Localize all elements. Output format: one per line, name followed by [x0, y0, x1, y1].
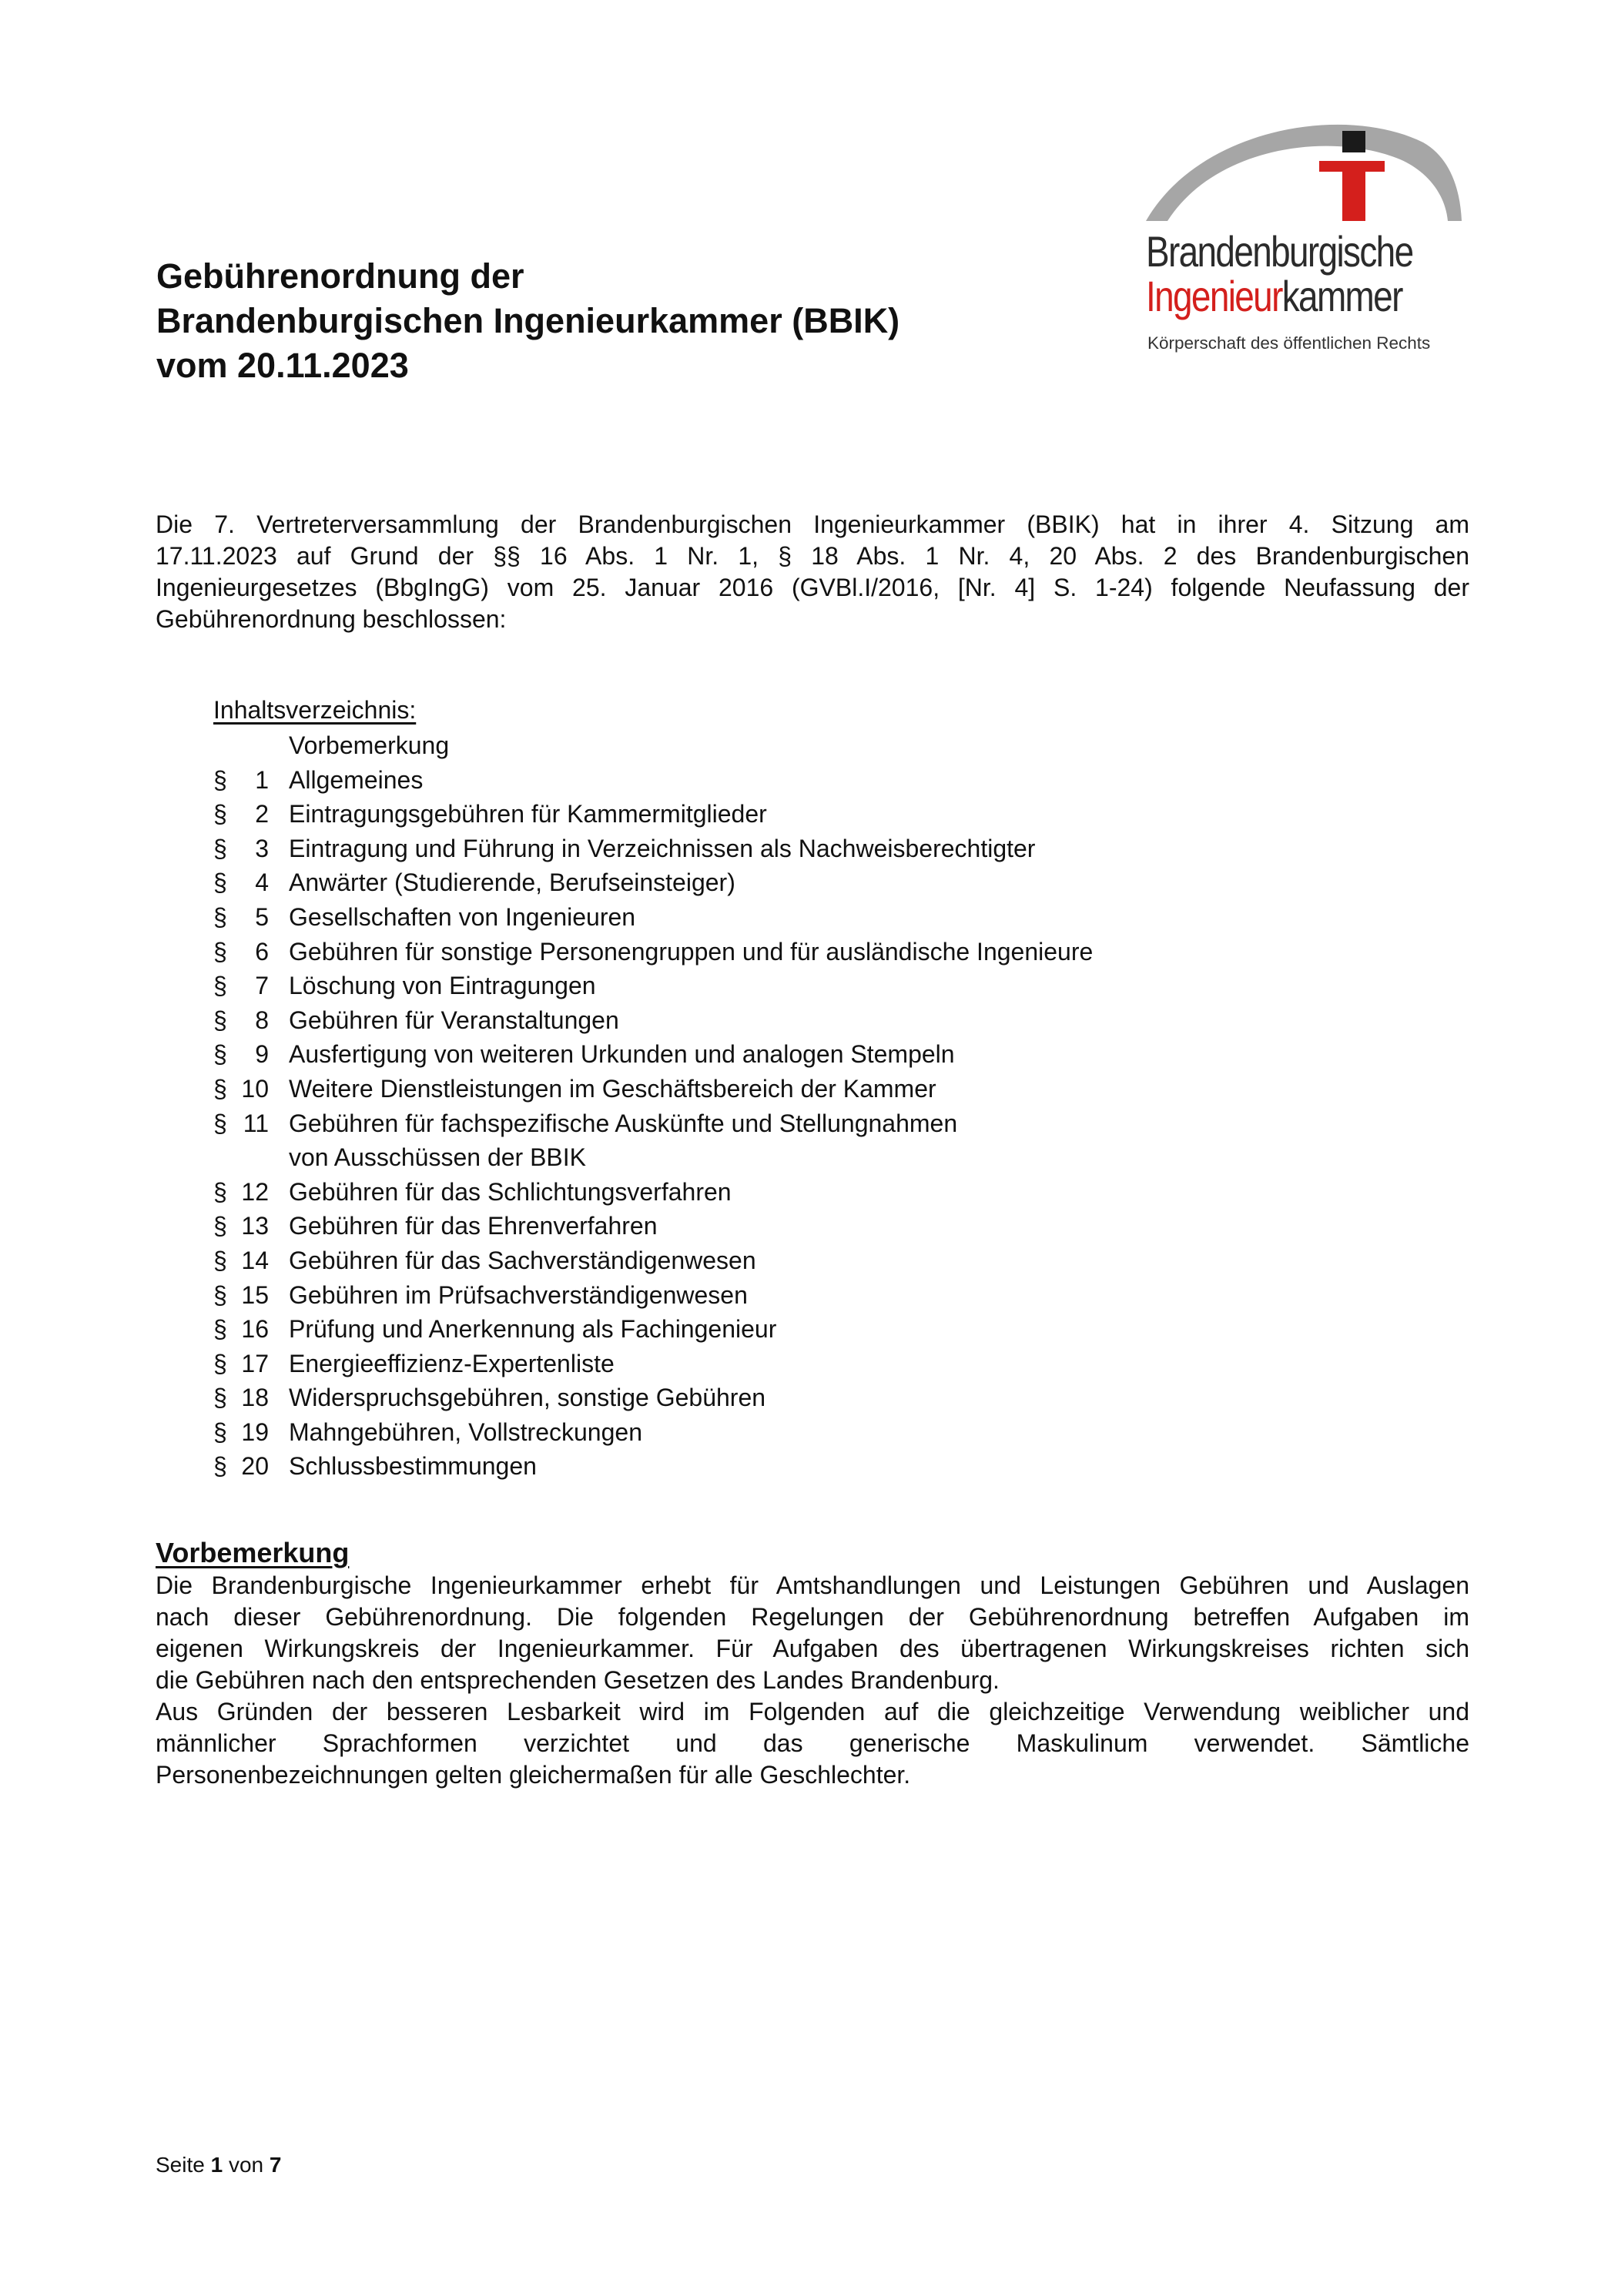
logo-name-line1: Brandenburgische: [1146, 227, 1413, 276]
toc-title: Löschung von Eintragungen: [289, 972, 596, 1000]
logo-name-line2: [1146, 273, 1402, 320]
toc-title: Widerspruchsgebühren, sonstige Gebühren: [289, 1384, 766, 1412]
footer-prefix: Seite: [156, 2153, 205, 2177]
toc-section-sign: §: [213, 1349, 227, 1377]
preamble-paragraph: [156, 509, 1469, 635]
toc-section-sign: §: [213, 972, 227, 1000]
toc-number: 9: [255, 1040, 269, 1069]
toc-number: 16: [241, 1315, 269, 1344]
section-heading-vorbemerkung: Vorbemerkung: [156, 1537, 350, 1568]
toc-title: Vorbemerkung: [289, 731, 450, 759]
toc-title: Gebühren für sonstige Personengruppen und für ausländische Ingenieure: [289, 937, 1094, 966]
toc-number: 4: [255, 869, 269, 897]
toc-entry: [213, 938, 1291, 972]
toc-title: Gesellschaften von Ingenieuren: [289, 902, 636, 931]
toc-title: Weitere Dienstleistungen im Geschäftsbereich der Kammer: [289, 1074, 936, 1103]
toc-section-sign: §: [213, 765, 227, 794]
toc-section-sign: §: [213, 902, 227, 931]
toc-number: 13: [241, 1212, 269, 1240]
toc-title: Allgemeines: [289, 765, 424, 794]
toc-title: Anwärter (Studierende, Berufseinsteiger): [289, 869, 735, 897]
vorbemerkung-line: nach dieser Gebührenordnung. Die folgenden Regelungen der Gebührenordnung betreffen Aufgaben im: [156, 1603, 1469, 1631]
toc-number: 20: [241, 1452, 269, 1481]
preamble-line: 17.11.2023 auf Grund der §§ 16 Abs. 1 Nr. 1, § 18 Abs. 1 Nr. 4, 20 Abs. 2 des Brandenburgischen: [156, 542, 1469, 570]
toc-entry: [213, 1350, 1291, 1384]
logo-subtitle: Körperschaft des öffentlichen Rechts: [1147, 333, 1431, 353]
document-title: [156, 254, 1042, 388]
toc-entry: [213, 1006, 1291, 1041]
toc-title: Gebühren für Veranstaltungen: [289, 1006, 619, 1034]
toc-entry: [213, 731, 1291, 766]
toc-number: 1: [255, 765, 269, 794]
toc-number: 8: [255, 1006, 269, 1034]
toc-title: Gebühren für das Sachverständigenwesen: [289, 1246, 756, 1274]
toc-title: Mahngebühren, Vollstreckungen: [289, 1417, 642, 1446]
toc-number: 5: [255, 902, 269, 931]
bbik-logo: [1146, 104, 1469, 358]
toc-heading: Inhaltsverzeichnis:: [213, 696, 417, 724]
toc-entry: [213, 1178, 1291, 1213]
toc-title: von Ausschüssen der BBIK: [289, 1143, 586, 1172]
toc-number: 18: [241, 1384, 269, 1412]
toc-entry: [213, 1418, 1291, 1453]
toc-entry: [213, 972, 1291, 1006]
toc-section-sign: §: [213, 1417, 227, 1446]
toc-entry: [213, 835, 1291, 869]
vorbemerkung-line: Personenbezeichnungen gelten gleichermaßen für alle Geschlechter.: [156, 1761, 911, 1789]
table-of-contents: [213, 731, 1291, 1487]
toc-section-sign: §: [213, 1006, 227, 1034]
toc-section-sign: §: [213, 800, 227, 828]
toc-title: Energieeffizienz-Expertenliste: [289, 1349, 615, 1377]
toc-entry: [213, 1143, 1291, 1178]
toc-section-sign: §: [213, 1315, 227, 1344]
toc-number: 10: [241, 1074, 269, 1103]
toc-number: 15: [241, 1280, 269, 1309]
toc-title: Gebühren für das Schlichtungsverfahren: [289, 1177, 732, 1206]
logo-arc-emblem-icon: [1146, 104, 1469, 227]
toc-section-sign: §: [213, 1246, 227, 1274]
toc-number: 12: [241, 1177, 269, 1206]
toc-entry: [213, 903, 1291, 938]
toc-title: Gebühren für das Ehrenverfahren: [289, 1212, 658, 1240]
toc-entry: [213, 1212, 1291, 1247]
toc-section-sign: §: [213, 1040, 227, 1069]
preamble-line: Ingenieurgesetzes (BbgIngG) vom 25. Januar 2016 (GVBl.I/2016, [Nr. 4] S. 1-24) folgende Neufassung der: [156, 574, 1469, 601]
vorbemerkung-line: männlicher Sprachformen verzichtet und das generische Maskulinum verwendet. Sämtliche: [156, 1729, 1469, 1757]
toc-section-sign: §: [213, 869, 227, 897]
toc-title: Eintragung und Führung in Verzeichnissen als Nachweisberechtigter: [289, 834, 1036, 862]
toc-title: Schlussbestimmungen: [289, 1452, 537, 1481]
toc-entry: [213, 1384, 1291, 1418]
toc-entry: [213, 1315, 1291, 1350]
toc-entry: [213, 1040, 1291, 1075]
toc-section-sign: §: [213, 1074, 227, 1103]
vorbemerkung-line: eigenen Wirkungskreis der Ingenieurkammer. Für Aufgaben des übertragenen Wirkungskreises richten sich: [156, 1635, 1469, 1662]
toc-number: 17: [241, 1349, 269, 1377]
logo-name-dark-part: kammer: [1281, 272, 1402, 320]
page-footer: [156, 2152, 281, 2178]
vorbemerkung-line: Aus Gründen der besseren Lesbarkeit wird im Folgenden auf die gleichzeitige Verwendung weiblicher und: [156, 1698, 1469, 1725]
preamble-line: Die 7. Vertreterversammlung der Brandenburgischen Ingenieurkammer (BBIK) hat in ihrer 4. Sitzung am: [156, 510, 1469, 538]
toc-section-sign: §: [213, 1177, 227, 1206]
preamble-line: Gebührenordnung beschlossen:: [156, 605, 507, 633]
toc-section-sign: §: [213, 1280, 227, 1309]
toc-title: Prüfung und Anerkennung als Fachingenieur: [289, 1315, 777, 1344]
toc-entry: [213, 1281, 1291, 1316]
footer-total-pages: 7: [269, 2153, 282, 2177]
toc-number: 2: [255, 800, 269, 828]
title-line-2: Brandenburgischen Ingenieurkammer (BBIK): [156, 301, 900, 340]
toc-entry: [213, 1247, 1291, 1281]
toc-title: Gebühren im Prüfsachverständigenwesen: [289, 1280, 748, 1309]
toc-number: 7: [255, 972, 269, 1000]
toc-number: 6: [255, 937, 269, 966]
toc-section-sign: §: [213, 937, 227, 966]
toc-entry: [213, 1075, 1291, 1110]
toc-section-sign: §: [213, 1109, 227, 1137]
toc-number: 3: [255, 834, 269, 862]
title-line-3: vom 20.11.2023: [156, 346, 409, 385]
toc-title: Eintragungsgebühren für Kammermitglieder: [289, 800, 767, 828]
logo-name-red-part: Ingenieur: [1146, 272, 1282, 320]
toc-number: 19: [241, 1417, 269, 1446]
toc-entry: [213, 766, 1291, 801]
toc-entry: [213, 800, 1291, 835]
toc-entry: [213, 1110, 1291, 1144]
toc-title: Ausfertigung von weiteren Urkunden und analogen Stempeln: [289, 1040, 955, 1069]
title-line-1: Gebührenordnung der: [156, 256, 524, 296]
footer-current-page: 1: [210, 2153, 223, 2177]
vorbemerkung-paragraph: [156, 1570, 1469, 1791]
vorbemerkung-line: Die Brandenburgische Ingenieurkammer erhebt für Amtshandlungen und Leistungen Gebühren und Auslagen: [156, 1571, 1469, 1599]
footer-separator: von: [228, 2153, 264, 2177]
vorbemerkung-line: die Gebühren nach den entsprechenden Gesetzen des Landes Brandenburg.: [156, 1666, 1000, 1694]
toc-entry: [213, 1452, 1291, 1487]
toc-section-sign: §: [213, 1384, 227, 1412]
toc-section-sign: §: [213, 1452, 227, 1481]
toc-entry: [213, 869, 1291, 903]
toc-title: Gebühren für fachspezifische Auskünfte und Stellungnahmen: [289, 1109, 958, 1137]
toc-number: 11: [243, 1109, 269, 1137]
toc-section-sign: §: [213, 834, 227, 862]
toc-number: 14: [241, 1246, 269, 1274]
toc-section-sign: §: [213, 1212, 227, 1240]
